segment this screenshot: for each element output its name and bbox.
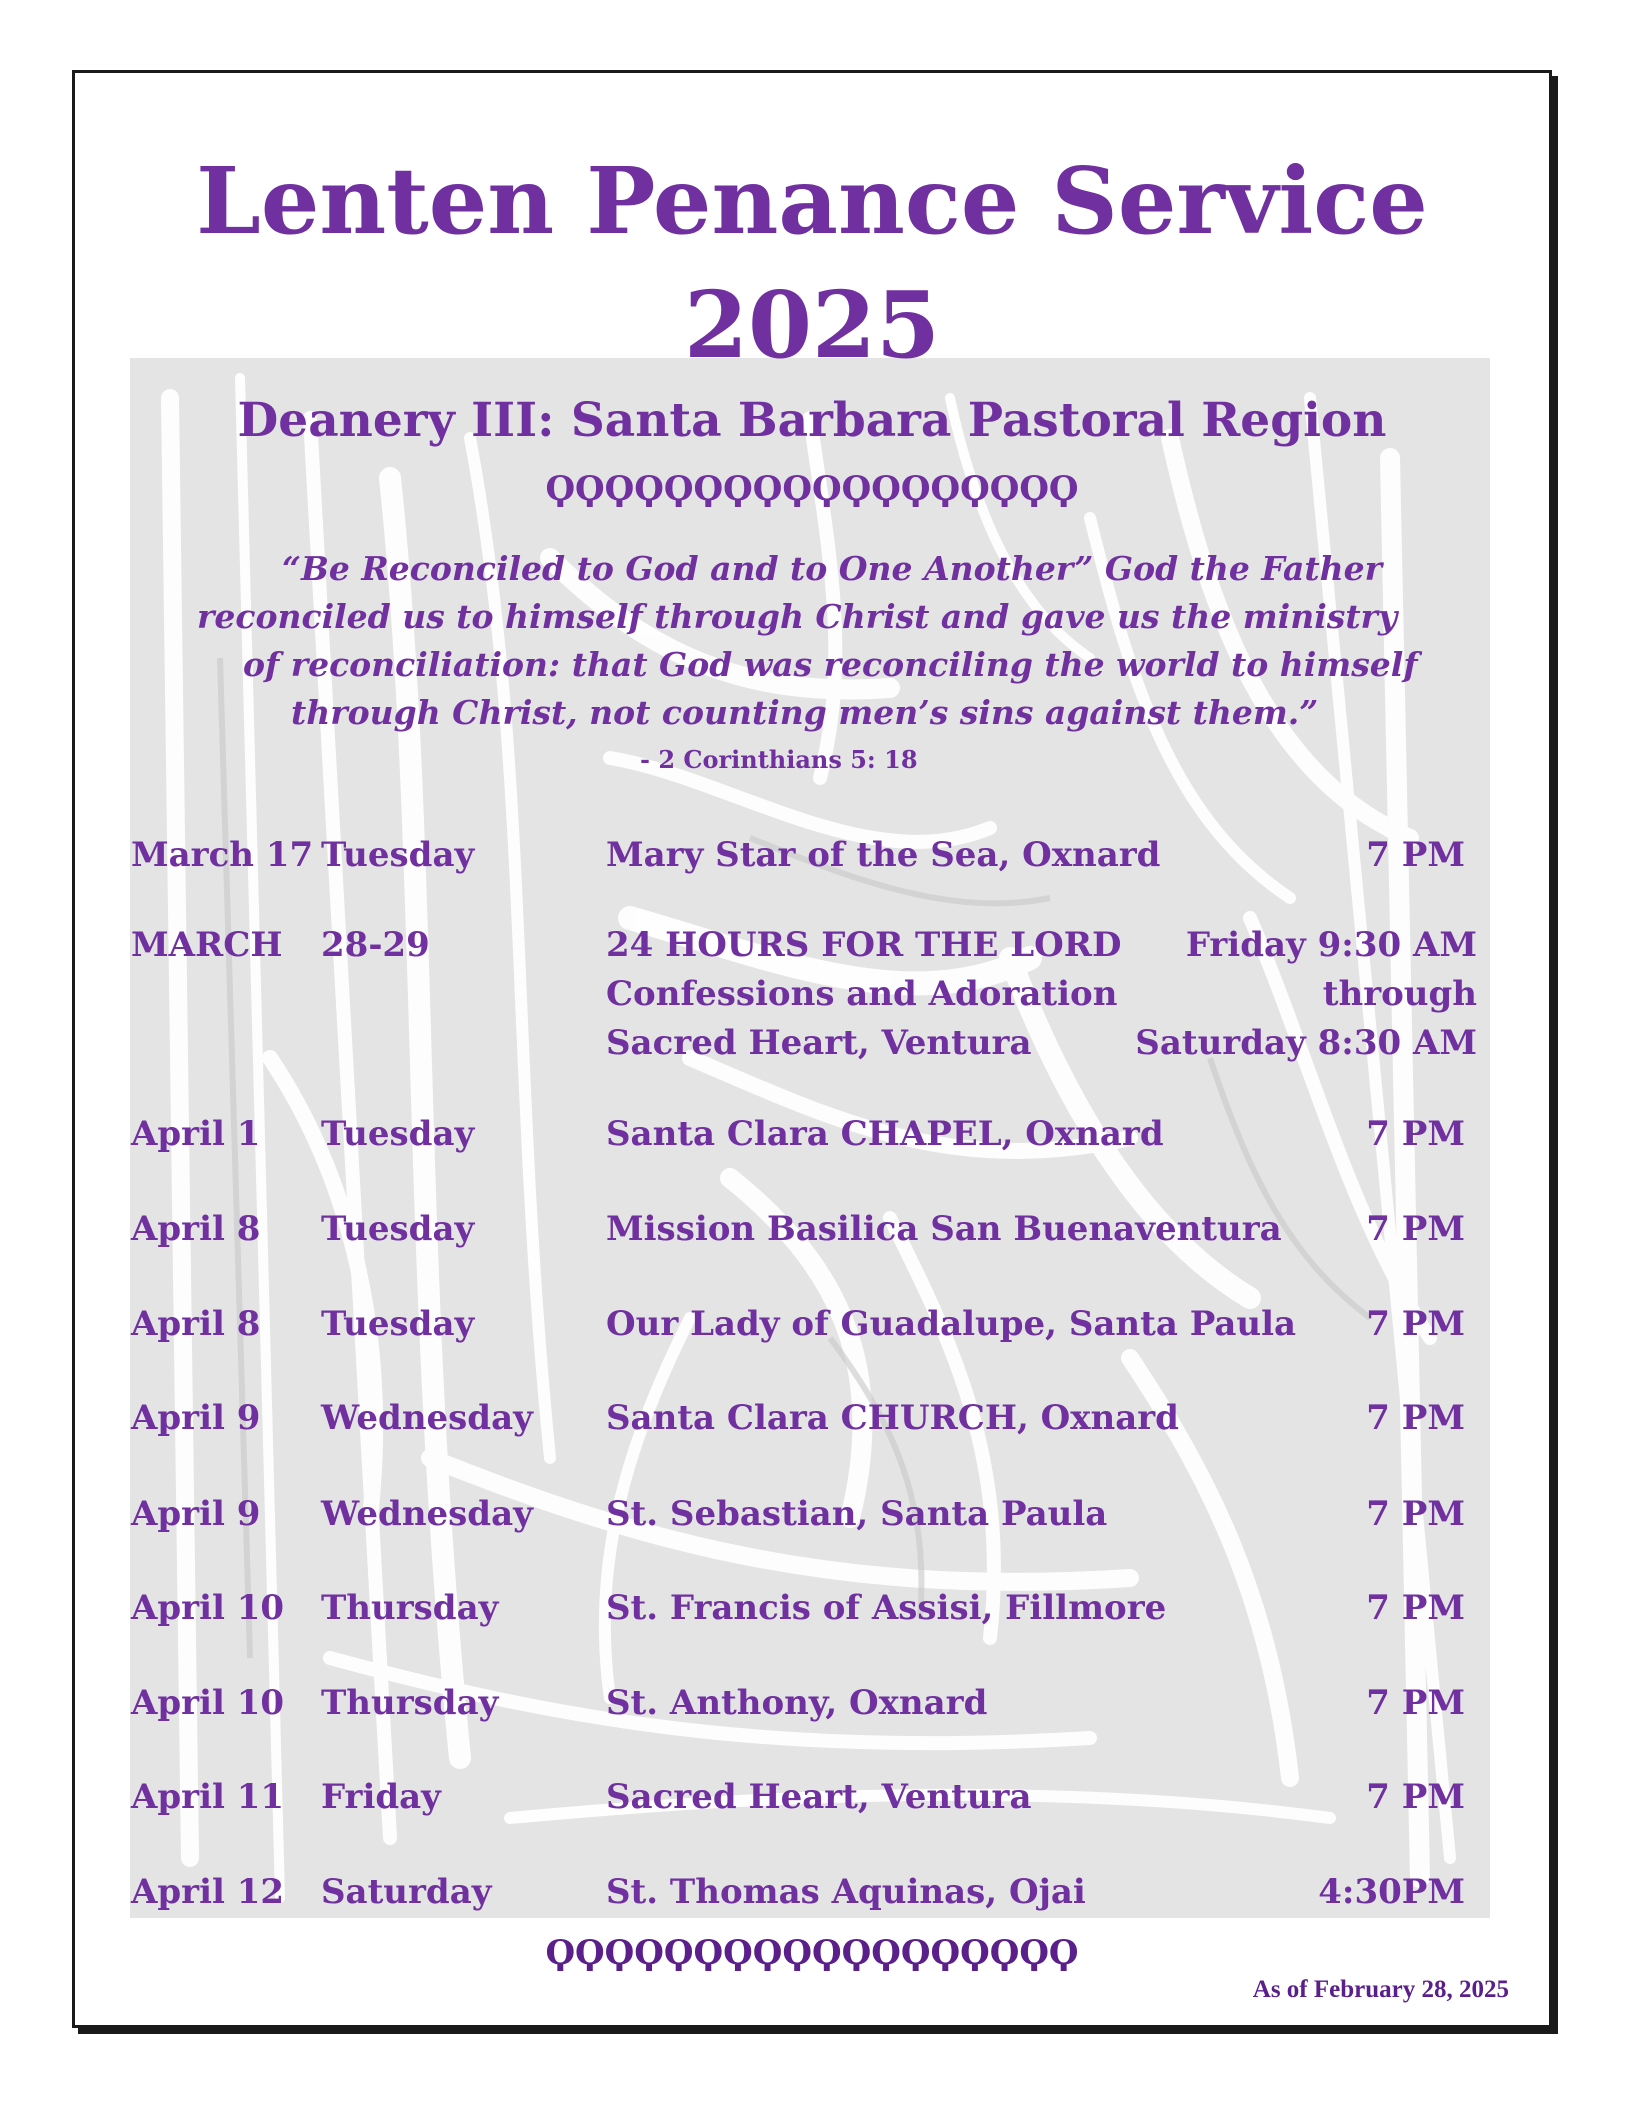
subtitle: Deanery III: Santa Barbara Pastoral Region: [237, 393, 1387, 448]
schedule-time: 7 PM: [1366, 835, 1465, 875]
schedule-place: St. Thomas Aquinas, Ojai: [606, 1872, 1086, 1912]
quote-citation: - 2 Corinthians 5: 18: [640, 745, 918, 774]
schedule-date: April 11: [131, 1777, 285, 1817]
schedule-time: Friday 9:30 AM: [1185, 925, 1477, 965]
schedule-time: 7 PM: [1366, 1304, 1465, 1344]
schedule-time: 7 PM: [1366, 1494, 1465, 1534]
ornament-divider-bottom: ϘϘϘϘϘϘϘϘϘϘϘϘϘϘϘϘϘϘ: [545, 1933, 1079, 1973]
schedule-place: Sacred Heart, Ventura: [606, 1777, 1032, 1817]
schedule-day: Thursday: [321, 1588, 499, 1628]
schedule-date: April 12: [131, 1872, 285, 1912]
schedule-time: 4:30PM: [1318, 1872, 1465, 1912]
quote-line-3: of reconciliation: that God was reconciling the world to himself: [243, 645, 1418, 684]
schedule-date: April 9: [131, 1494, 261, 1534]
schedule-date: April 10: [131, 1683, 285, 1723]
schedule-place: Santa Clara CHURCH, Oxnard: [606, 1398, 1179, 1438]
schedule-day: Friday: [321, 1777, 441, 1817]
schedule-date: April 8: [131, 1209, 261, 1249]
schedule-day: Tuesday: [321, 835, 475, 875]
schedule-date: MARCH: [131, 925, 283, 965]
schedule-time: 7 PM: [1366, 1398, 1465, 1438]
schedule-place: 24 HOURS FOR THE LORD: [606, 925, 1122, 965]
schedule-time: Saturday 8:30 AM: [1135, 1023, 1477, 1063]
schedule-date: April 8: [131, 1304, 261, 1344]
schedule-date: April 1: [131, 1114, 261, 1154]
title-line-2: 2025: [683, 271, 941, 379]
schedule-place: Sacred Heart, Ventura: [606, 1023, 1032, 1063]
schedule-day: Tuesday: [321, 1304, 475, 1344]
quote-line-4: through Christ, not counting men’s sins against them.”: [291, 693, 1319, 732]
schedule-time: 7 PM: [1366, 1588, 1465, 1628]
schedule-time: 7 PM: [1366, 1209, 1465, 1249]
schedule-place: Mary Star of the Sea, Oxnard: [606, 835, 1161, 875]
quote-line-1: “Be Reconciled to God and to One Another” God the Father: [282, 549, 1383, 588]
schedule-date: April 10: [131, 1588, 285, 1628]
quote-line-2: reconciled us to himself through Christ and gave us the ministry: [197, 597, 1398, 636]
schedule-place: Confessions and Adoration: [606, 974, 1118, 1014]
schedule-time: 7 PM: [1366, 1683, 1465, 1723]
flyer-frame: [72, 70, 1552, 2028]
schedule-time: 7 PM: [1366, 1777, 1465, 1817]
schedule-date: March 17: [131, 835, 314, 875]
schedule-date: April 9: [131, 1398, 261, 1438]
schedule-place: St. Anthony, Oxnard: [606, 1683, 988, 1723]
schedule-day: Wednesday: [321, 1494, 533, 1534]
schedule-day: 28-29: [321, 925, 430, 965]
schedule-place: Santa Clara CHAPEL, Oxnard: [606, 1114, 1164, 1154]
title-line-1: Lenten Penance Service: [196, 147, 1428, 255]
schedule-day: Saturday: [321, 1872, 492, 1912]
schedule-place: St. Francis of Assisi, Fillmore: [606, 1588, 1167, 1628]
schedule-day: Wednesday: [321, 1398, 533, 1438]
schedule-time: 7 PM: [1366, 1114, 1465, 1154]
schedule-time: through: [1322, 974, 1477, 1014]
schedule-place: Our Lady of Guadalupe, Santa Paula: [606, 1304, 1297, 1344]
schedule-place: St. Sebastian, Santa Paula: [606, 1494, 1108, 1534]
schedule-day: Tuesday: [321, 1209, 475, 1249]
schedule-place: Mission Basilica San Buenaventura: [606, 1209, 1282, 1249]
schedule-day: Thursday: [321, 1683, 499, 1723]
schedule-day: Tuesday: [321, 1114, 475, 1154]
flyer-content: [75, 73, 1549, 2025]
as-of-date: As of February 28, 2025: [1252, 1976, 1509, 2003]
ornament-divider-top: ϘϘϘϘϘϘϘϘϘϘϘϘϘϘϘϘϘϘ: [545, 469, 1079, 509]
